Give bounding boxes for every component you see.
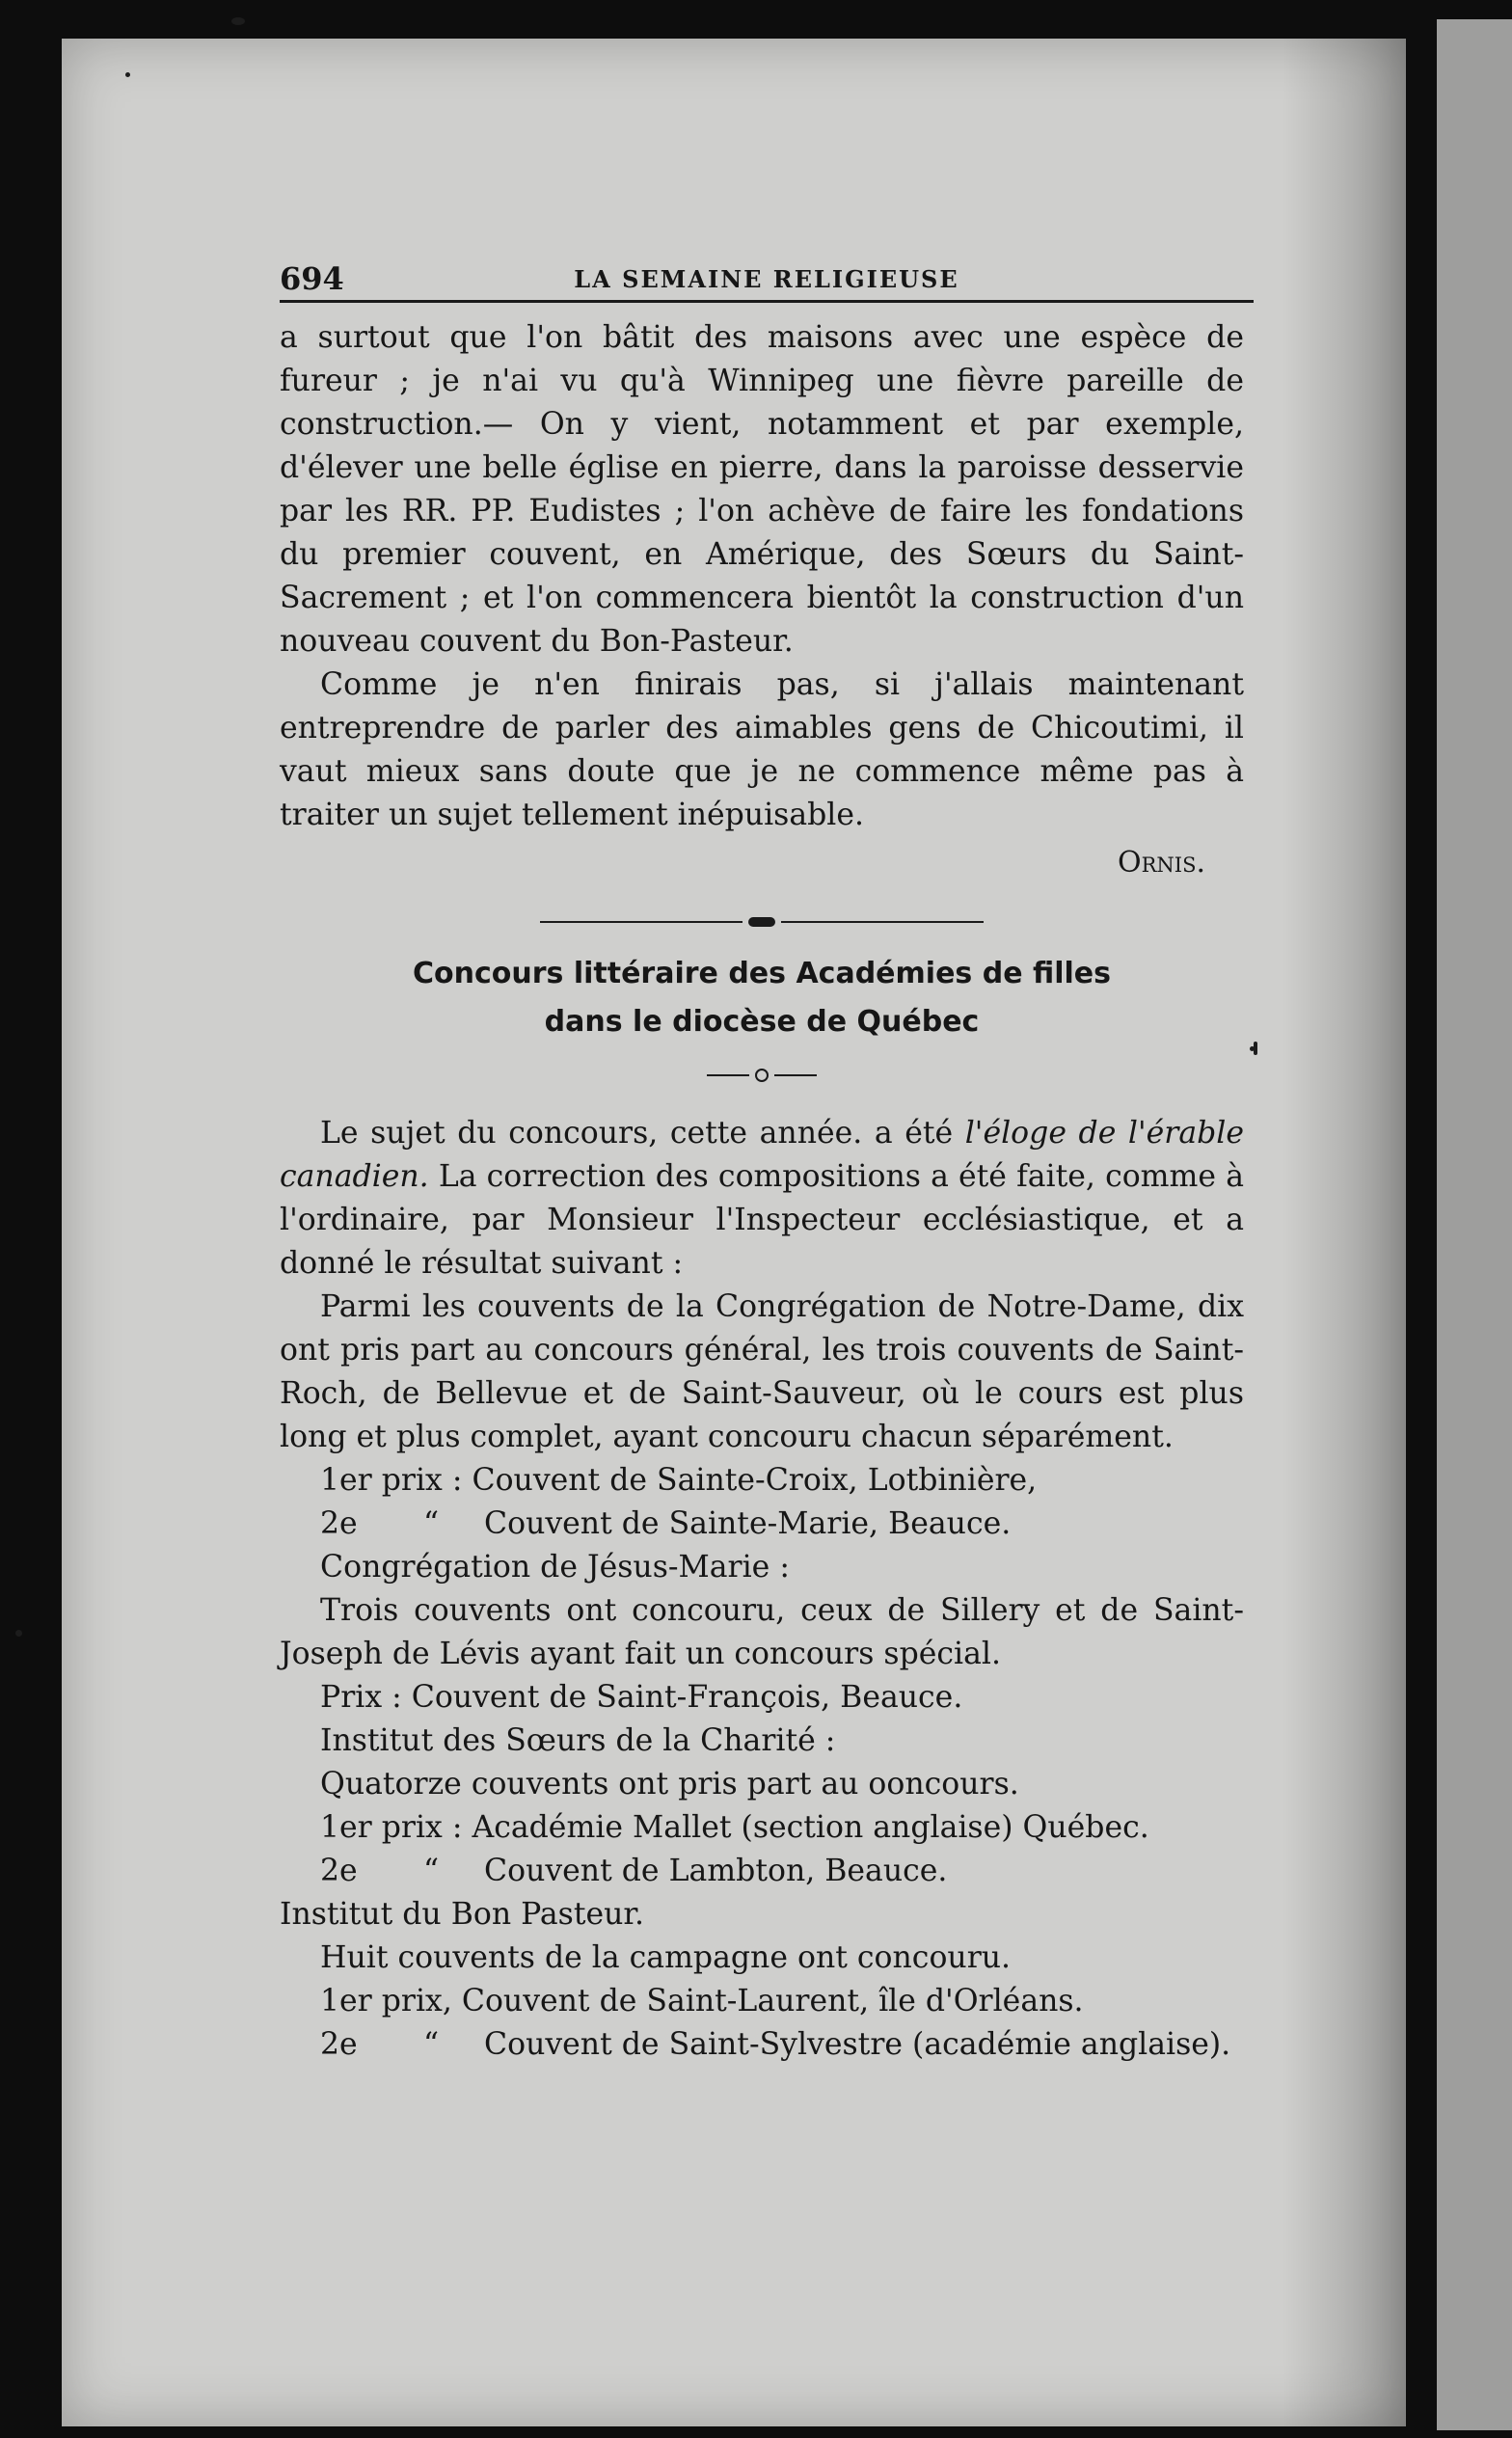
ornament-center-mark <box>748 917 775 927</box>
prize-line <box>280 1459 1244 1503</box>
dust-speck <box>15 1630 22 1637</box>
ditto-mark: “ <box>422 2027 440 2062</box>
paragraph-notre-dame: Parmi les couvents de la Congrégation de Notre-Dame, dix ont pris part au concours général, les trois couvents de Saint-Roch, de Bellevue et de Saint-Sauveur, où le cours est plus long et plus complet, ayant concouru chacun séparément. <box>280 1289 1244 1454</box>
small-divider <box>280 1064 1244 1087</box>
paragraph-contest-intro <box>280 1112 1244 1286</box>
participation-line: Quatorze couvents ont pris part au ooncours. <box>320 1767 1019 1801</box>
prize-line: 1er prix, Couvent de Saint-Laurent, île d'Orléans. <box>320 1984 1084 2018</box>
participation-line: Huit couvents de la campagne ont concouru. <box>320 1940 1012 1975</box>
contest-results <box>280 1112 1244 2067</box>
ditto-mark: “ <box>422 1854 440 1888</box>
gutter-shadow <box>1282 39 1406 2426</box>
page-content <box>222 256 1244 2067</box>
dust-speck <box>231 17 245 25</box>
small-divider-ring <box>755 1069 769 1082</box>
paragraph-construction: a surtout que l'on bâtit des maisons avec une espèce de fureur ; je n'ai vu qu'à Winnipeg une fièvre pareille de construction.— On y vient, notamment et par exemple, d'élever une belle église en pierre, dans la paroisse desservie par les RR. PP. Eudistes ; l'on achève de faire les fondations du premier couvent, en Amérique, des Sœurs du Saint-Sacrement ; et l'on commencera bientôt la construction d'un nouveau couvent du Bon-Pasteur. <box>280 320 1244 659</box>
ornament-line-left <box>540 921 742 923</box>
congregation-heading: Institut des Sœurs de la Charité : <box>320 1723 836 1758</box>
prize-label: 2e <box>320 1854 358 1888</box>
congregation-heading: Congrégation de Jésus-Marie : <box>320 1550 790 1585</box>
intro-subject-italic: l'éloge de l'érable canadien. <box>280 1116 1244 1194</box>
prize-winner: Académie Mallet (section anglaise) Québec. <box>472 1810 1149 1845</box>
journal-title: LA SEMAINE RELIGIEUSE <box>574 265 959 293</box>
ditto-mark: “ <box>422 1506 440 1541</box>
prize-line <box>280 1503 1244 1546</box>
prize-line <box>280 1806 1244 1850</box>
prize-winner: Couvent de Saint-Sylvestre (académie anglaise). <box>484 2027 1231 2062</box>
small-divider-dash <box>707 1074 749 1076</box>
prize-label: 2e <box>320 1506 358 1541</box>
running-head <box>280 256 1254 303</box>
section-divider-ornament <box>280 911 1244 931</box>
prize-label: 1er prix : <box>320 1810 463 1845</box>
ornament-line-right <box>781 921 984 923</box>
prize-line <box>280 1850 1244 1893</box>
section-title <box>280 950 1244 1046</box>
intro-text-start: Le sujet du concours, cette année. a été <box>320 1116 965 1151</box>
section-title-line-2: dans le diocèse de Québec <box>544 1005 980 1039</box>
prize-winner: Couvent de Sainte-Marie, Beauce. <box>484 1506 1012 1541</box>
small-divider-dash <box>774 1074 817 1076</box>
congregation-heading: Institut du Bon Pasteur. <box>280 1897 645 1932</box>
author-signature: Ornis. <box>1118 846 1205 880</box>
prize-label: 1er prix : <box>320 1463 463 1498</box>
paragraph-jesus-marie: Trois couvents ont concouru, ceux de Sillery et de Saint-Joseph de Lévis ayant fait un concours spécial. <box>280 1593 1244 1671</box>
article-ending <box>280 316 1244 884</box>
intro-text-end: La correction des compositions a été faite, comme à l'ordinaire, par Monsieur l'Inspecteur ecclésiastique, et a donné le résultat suivant : <box>280 1159 1244 1281</box>
dust-speck <box>125 72 130 77</box>
dust-speck <box>1254 1042 1257 1055</box>
prize-label: 2e <box>320 2027 358 2062</box>
prize-line: Prix : Couvent de Saint-François, Beauce. <box>320 1680 963 1715</box>
section-title-line-1: Concours littéraire des Académies de filles <box>413 957 1111 990</box>
page-number: 694 <box>280 260 344 297</box>
prize-winner: Couvent de Sainte-Croix, Lotbinière, <box>472 1463 1038 1498</box>
adjacent-page-edge <box>1437 19 1512 2430</box>
prize-winner: Couvent de Lambton, Beauce. <box>484 1854 948 1888</box>
paragraph-chicoutimi: Comme je n'en finirais pas, si j'allais maintenant entreprendre de parler des aimables gens de Chicoutimi, il vaut mieux sans doute que je ne commence même pas à traiter un sujet tellement inépuisable. <box>280 667 1244 832</box>
prize-line <box>280 2023 1244 2067</box>
